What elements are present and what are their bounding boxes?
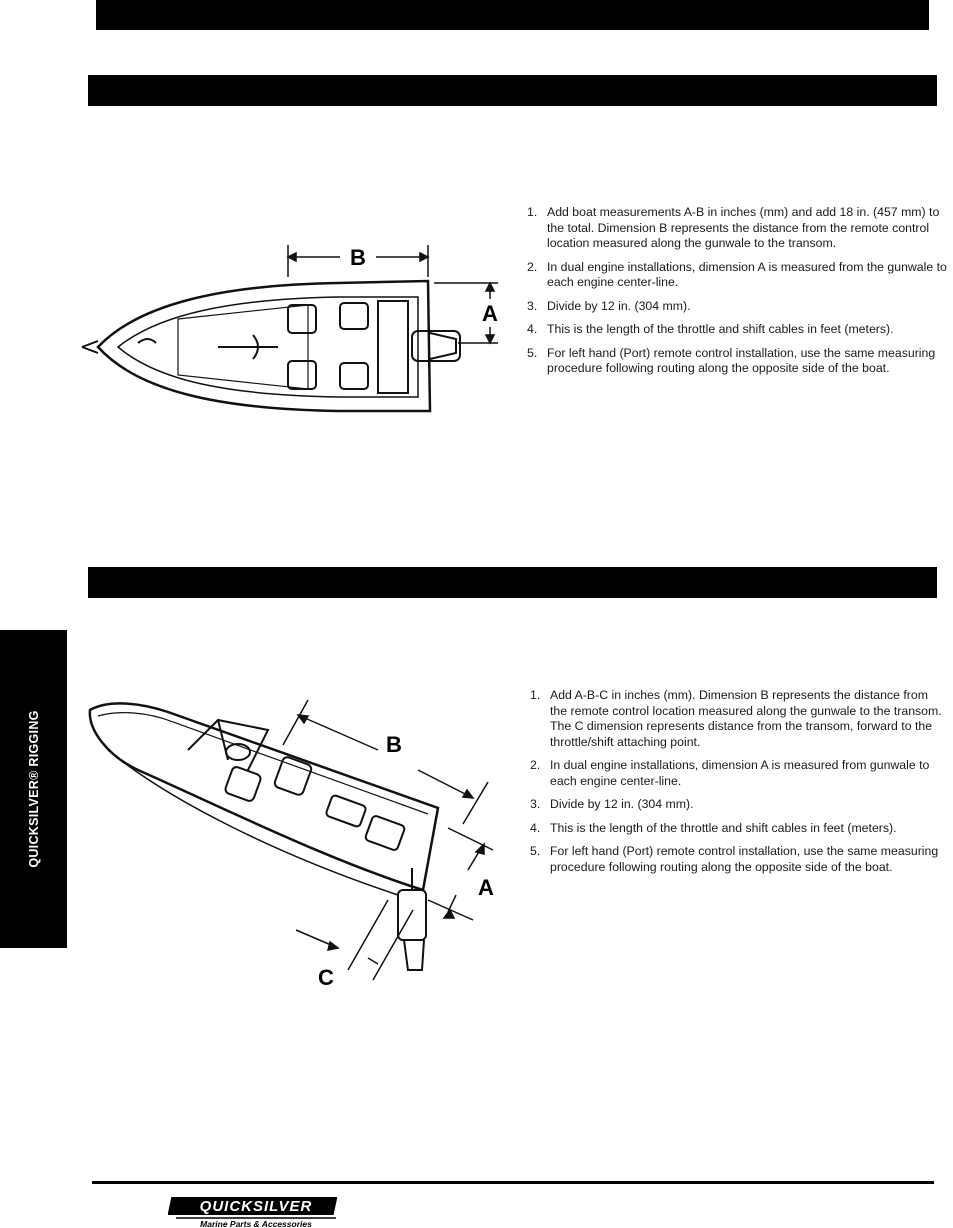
footer-rule	[92, 1181, 934, 1184]
step-text: In dual engine installations, dimension A is measured from gunwale to each engine center-line.	[550, 758, 930, 788]
dimension-a-label: A	[482, 301, 498, 326]
step-item	[530, 797, 942, 813]
step-number: 5.	[530, 844, 541, 858]
side-tab	[0, 630, 67, 948]
dimension-c-label: C	[318, 965, 334, 990]
step-text: Add A-B-C in inches (mm). Dimension B represents the distance from the remote control location measured along the gunwale to the transom. The C dimension represents distance from the transom, forward to the throttle/shift attaching point.	[550, 688, 942, 749]
step-item	[527, 322, 947, 338]
step-number: 4.	[527, 322, 538, 336]
step-text: Divide by 12 in. (304 mm).	[550, 797, 694, 811]
step-item	[530, 688, 942, 750]
step-item	[527, 346, 947, 377]
step-item	[527, 260, 947, 291]
dimension-a-label: A	[478, 875, 494, 900]
step-item	[530, 844, 942, 875]
step-item	[530, 821, 942, 837]
logo-wordmark: QUICKSILVER	[199, 1198, 313, 1215]
step-number: 3.	[527, 298, 538, 313]
page-header-bar	[96, 0, 929, 30]
step-text: For left hand (Port) remote control installation, use the same measuring procedure following routing along the opposite side of the boat.	[550, 844, 939, 874]
step-item	[530, 758, 942, 789]
dimension-b-label: B	[386, 732, 402, 757]
step-text: Divide by 12 in. (304 mm).	[547, 298, 691, 313]
step-number: 2.	[527, 259, 538, 274]
boat-top-view-diagram	[78, 235, 508, 475]
quicksilver-logo	[168, 1194, 343, 1228]
step-item	[527, 205, 947, 252]
step-number: 1.	[527, 205, 538, 219]
step-text: In dual engine installations, dimension A is measured from the gunwale to each engine center-line.	[547, 259, 947, 289]
step-text: This is the length of the throttle and shift cables in feet (meters).	[550, 820, 897, 835]
step-number: 4.	[530, 820, 541, 835]
section-header-bar-2	[88, 567, 937, 598]
step-text: This is the length of the throttle and shift cables in feet (meters).	[547, 322, 894, 336]
side-tab-label: QUICKSILVER® RIGGING	[26, 710, 41, 868]
logo-tagline: Marine Parts & Accessories	[200, 1219, 312, 1228]
dimension-b-label: B	[350, 245, 366, 270]
section-header-bar-1	[88, 75, 937, 106]
step-number: 5.	[527, 345, 538, 360]
step-number: 1.	[530, 688, 541, 702]
step-text: Add boat measurements A-B in inches (mm) and add 18 in. (457 mm) to the total. Dimension B represents the distance from the remote control location measured along the gunwale to the transom.	[547, 205, 940, 250]
step-number: 3.	[530, 797, 541, 811]
boat-perspective-diagram	[78, 690, 508, 1000]
instruction-list-1	[527, 205, 947, 385]
step-number: 2.	[530, 758, 541, 772]
step-text: For left hand (Port) remote control installation, use the same measuring procedure following routing along the opposite side of the boat.	[547, 345, 936, 375]
instruction-list-2	[530, 688, 942, 883]
step-item	[527, 299, 947, 315]
